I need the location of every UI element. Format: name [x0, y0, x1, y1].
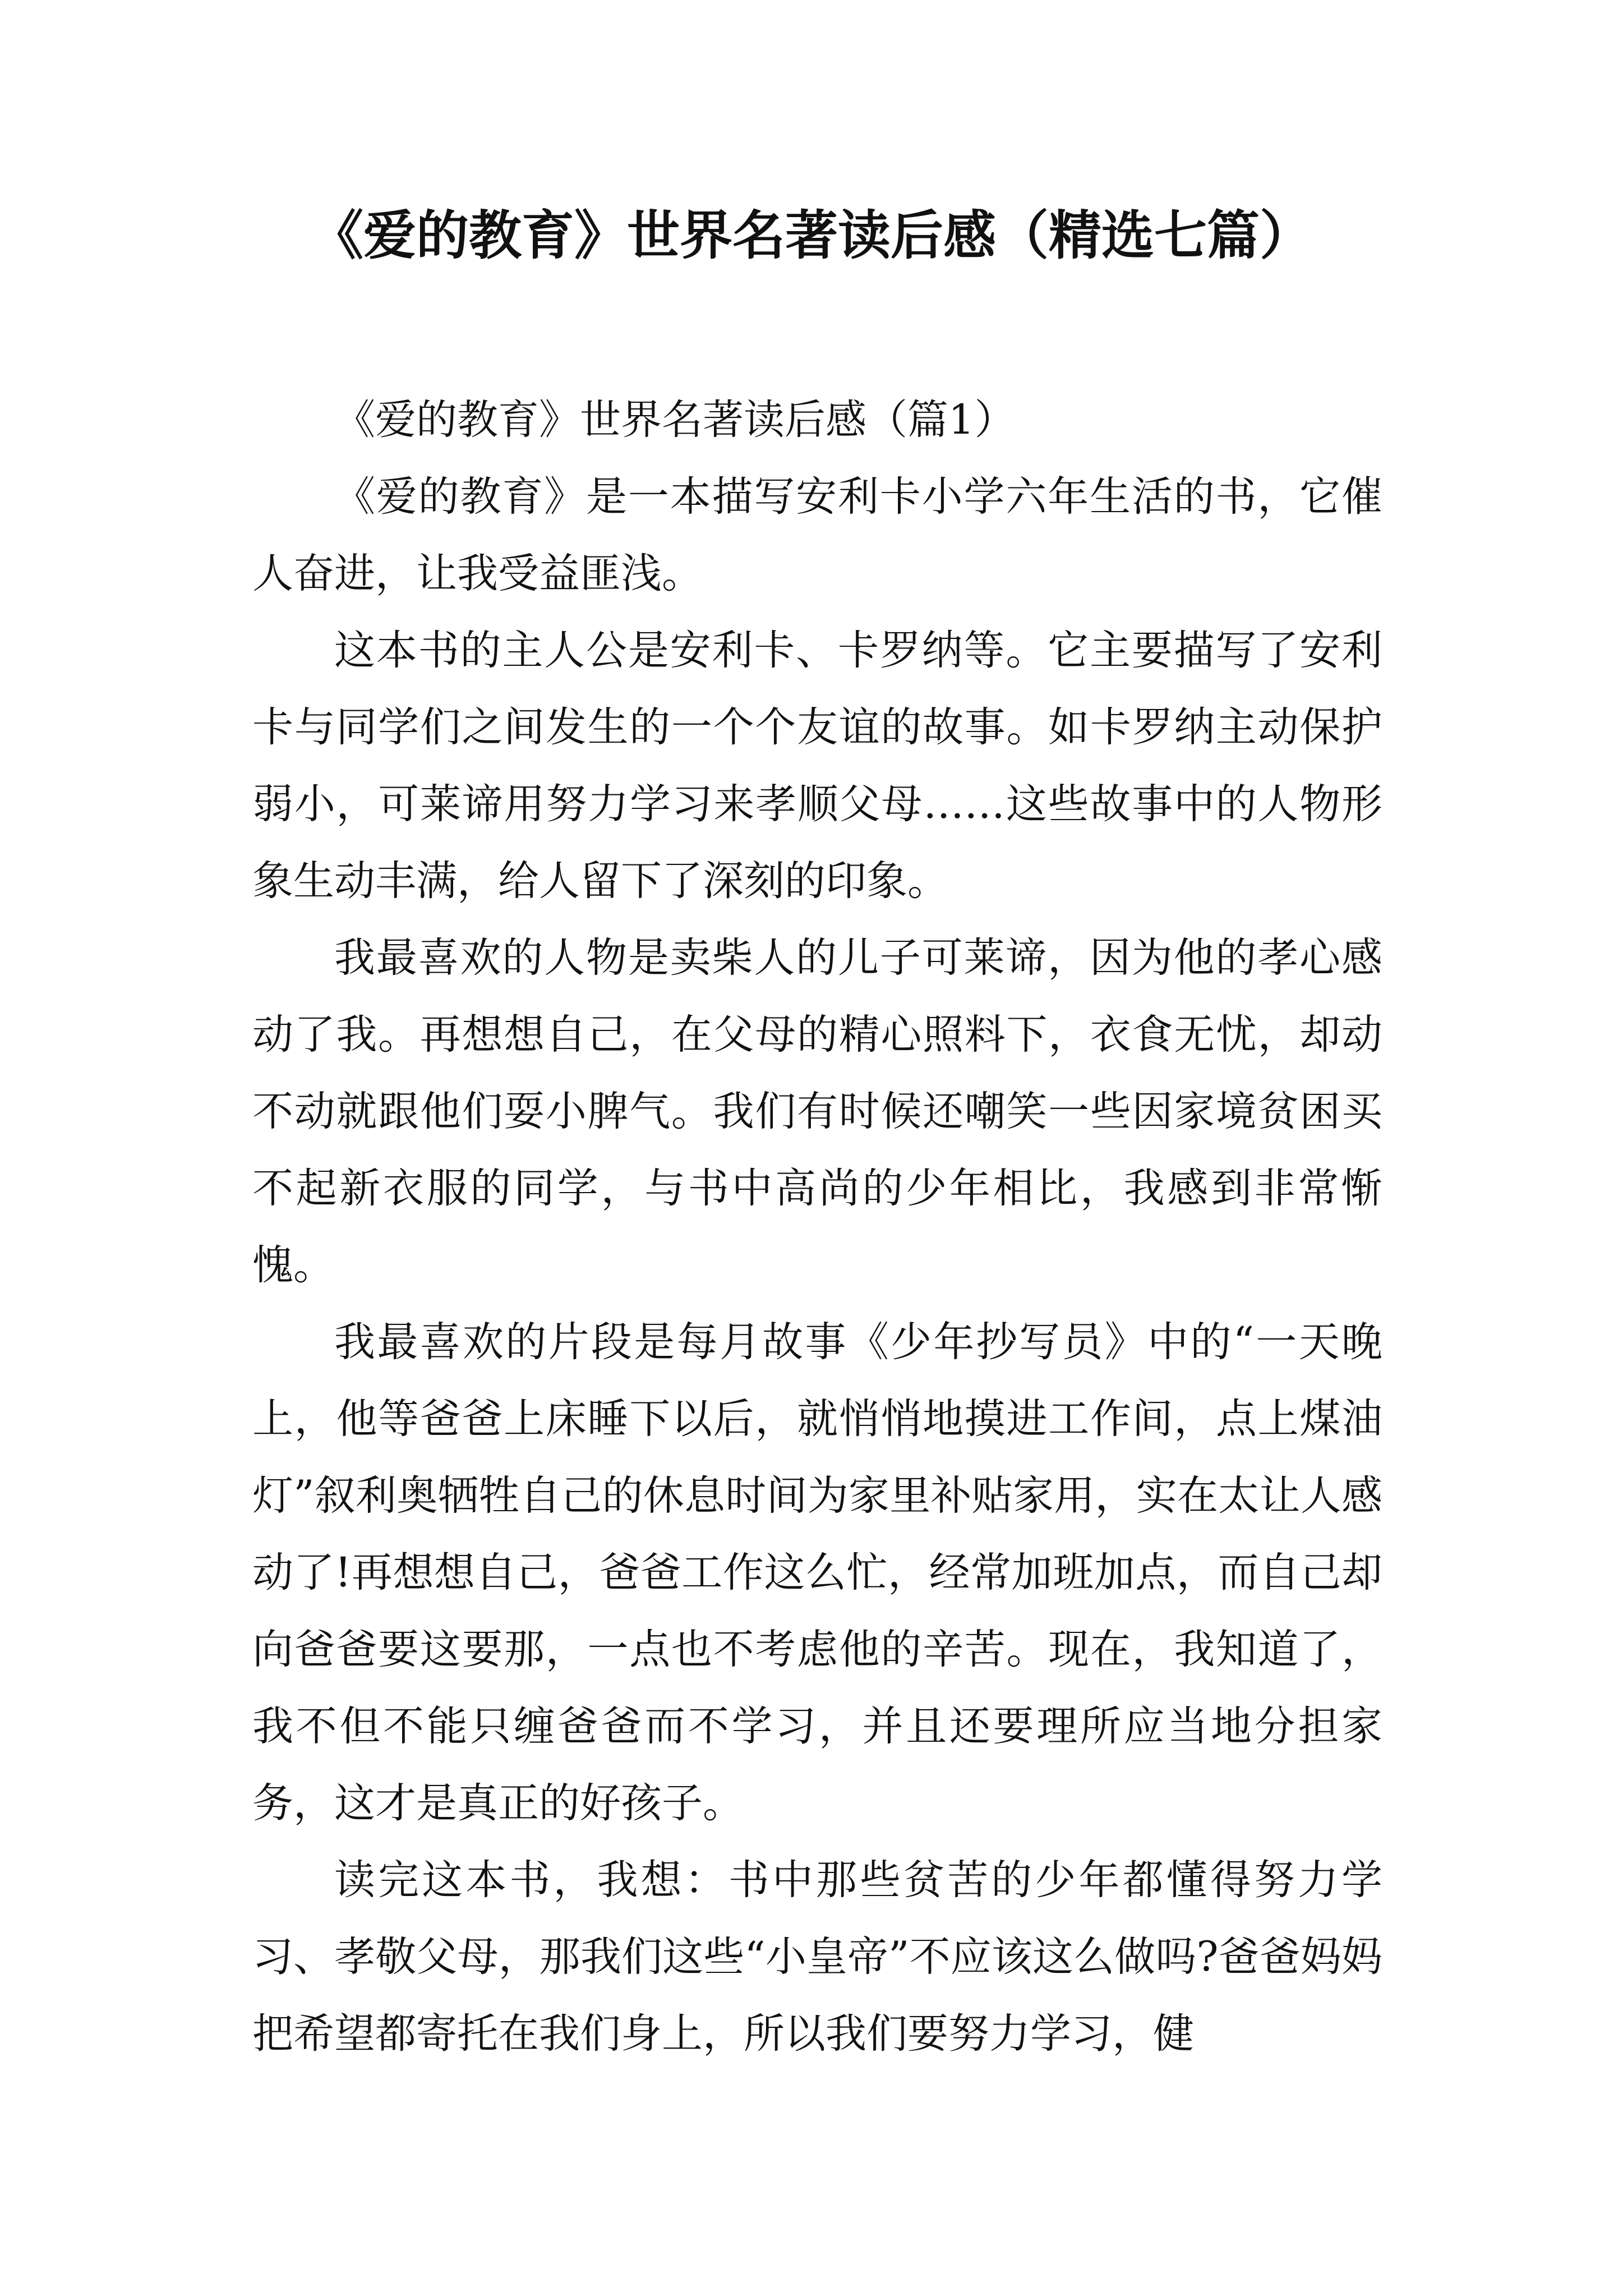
paragraph: 读完这本书，我想：书中那些贫苦的少年都懂得努力学习、孝敬父母，那我们这些“小皇帝”不应该这么做吗?爸爸妈妈把希望都寄托在我们身上，所以我们要努力学习，健 — [252, 1856, 1382, 2058]
paragraph: 我最喜欢的片段是每月故事《少年抄写员》中的“一天晚上，他等爸爸上床睡下以后，就悄悄地摸进工作间，点上煤油灯”叙利奥牺牲自己的休息时间为家里补贴家用，实在太让人感动了!再想想自己，爸爸工作这么忙，经常加班加点，而自己却向爸爸要这要那，一点也不考虑他的辛苦。现在，我知道了，我不但不能只缠爸爸而不学习，并且还要理所应当地分担家务，这才是真正的好孩子。 — [252, 1318, 1382, 1827]
document-body — [252, 381, 1382, 2072]
paragraph: 我最喜欢的人物是卖柴人的儿子可莱谛，因为他的孝心感动了我。再想想自己，在父母的精心照料下，衣食无忧，却动不动就跟他们耍小脾气。我们有时候还嘲笑一些因家境贫困买不起新衣服的同学，与书中高尚的少年相比，我感到非常惭愧。 — [252, 934, 1382, 1289]
paragraph: 这本书的主人公是安利卡、卡罗纳等。它主要描写了安利卡与同学们之间发生的一个个友谊的故事。如卡罗纳主动保护弱小，可莱谛用努力学习来孝顺父母……这些故事中的人物形象生动丰满，给人留下了深刻的印象。 — [252, 627, 1382, 905]
section-heading: 《爱的教育》世界名著读后感（篇1） — [334, 396, 1016, 444]
document-title: 《爱的教育》世界名著读后感（精选七篇） — [310, 205, 1312, 266]
paragraph: 《爱的教育》是一本描写安利卡小学六年生活的书，它催人奋进，让我受益匪浅。 — [252, 473, 1382, 597]
